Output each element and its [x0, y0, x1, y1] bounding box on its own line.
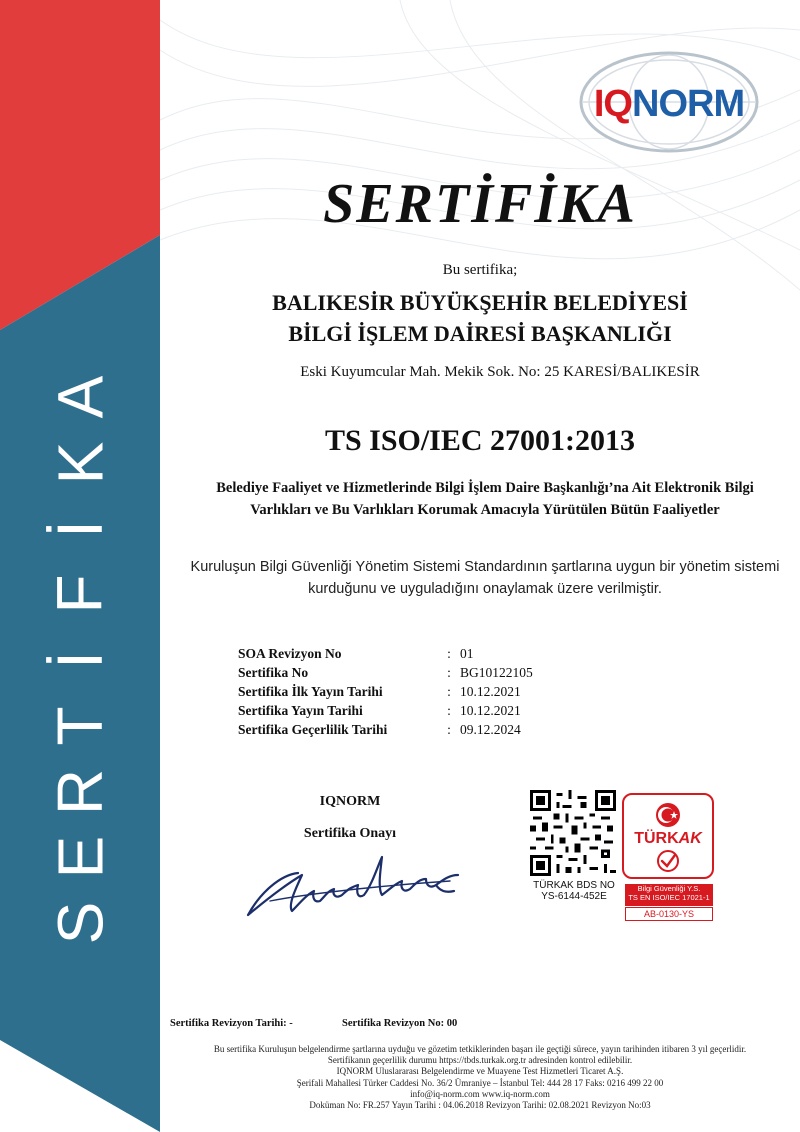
- footer-address: Şerifali Mahallesi Türker Caddesi No. 36/2 Ümraniye – İstanbul Tel: 444 28 17 Faks: 0216 499 22 00: [296, 1077, 664, 1088]
- turkak-logo: [624, 795, 712, 877]
- certificate-title: SERTİFİKA: [323, 173, 637, 235]
- scope-line-1: Belediye Faaliyet ve Hizmetlerinde Bilgi İşlem Daire Başkanlığı’na Ait Elektronik Bilgi: [216, 480, 754, 496]
- turkak-scope-line-1: Bilgi Güvenliği Y.S.: [637, 884, 701, 893]
- intro-text: Bu sertifika;: [442, 262, 518, 278]
- bds-label: TÜRKAK BDS NO: [533, 880, 615, 891]
- organization-line-2: BİLGİ İŞLEM DAİRESİ BAŞKANLIĞI: [288, 321, 672, 346]
- revision-number: Sertifika Revizyon No: 00: [342, 1018, 458, 1029]
- ribbon-letter: İ: [44, 651, 116, 669]
- approval-label: Sertifika Onayı: [303, 826, 397, 841]
- turkak-accreditation-code: AB-0130-YS: [625, 907, 713, 921]
- detail-label: Sertifika Geçerlilik Tarihi: [238, 721, 388, 737]
- turkak-accreditation-mark: [622, 793, 714, 879]
- svg-text:TÜRKAK: [634, 828, 703, 847]
- turkak-scope-line-2: TS EN ISO/IEC 17021-1: [628, 893, 710, 902]
- footer-validity-note: Bu sertifika Kuruluşun belgelendirme şartlarına uyduğu ve gözetim tetkiklerinden başarı ile geçtiği sürece, yayın tarihinden itibaren 3 yıl geçerlidir.: [213, 1044, 747, 1054]
- revision-date: Sertifika Revizyon Tarihi: -: [170, 1018, 293, 1029]
- svg-text:IQNORM: IQNORM: [593, 83, 745, 125]
- organization-name: [160, 287, 800, 349]
- footer-company-name: IQNORM Uluslararası Belgelendirme ve Muayene Test Hizmetleri Ticaret A.Ş.: [336, 1066, 624, 1077]
- ribbon-letter: A: [44, 375, 116, 419]
- certificate-details-table: [238, 644, 658, 739]
- organization-address: Eski Kuyumcular Mah. Mekik Sok. No: 25 KARESİ/BALIKESİR: [300, 364, 700, 380]
- scope-line-2: Varlıkları ve Bu Varlıkları Korumak Amacıyla Yürütülen Bütün Faaliyetler: [250, 502, 720, 518]
- detail-separator: :: [447, 721, 451, 737]
- detail-label: Sertifika İlk Yayın Tarihi: [238, 683, 383, 699]
- detail-label: SOA Revizyon No: [238, 645, 342, 661]
- detail-label: Sertifika Yayın Tarihi: [238, 702, 363, 718]
- detail-separator: :: [447, 664, 451, 680]
- statement-line-1: Kuruluşun Bilgi Güvenliği Yönetim Sistemi Standardının şartlarına uygun bir yönetim sistemi: [190, 559, 780, 575]
- ribbon-letter: F: [44, 574, 116, 614]
- standard-name: TS ISO/IEC 27001:2013: [324, 424, 636, 457]
- turkak-logo-text-1: TÜRK: [634, 830, 679, 847]
- qr-code: [530, 790, 616, 876]
- approval-organization: IQNORM: [319, 794, 381, 809]
- detail-value: 01: [460, 645, 474, 661]
- detail-separator: :: [447, 702, 451, 718]
- detail-value: 10.12.2021: [460, 683, 521, 699]
- detail-label: Sertifika No: [238, 664, 309, 680]
- detail-row: [238, 644, 658, 663]
- footer-contact: info@iq-norm.com www.iq-norm.com: [410, 1088, 550, 1099]
- footer-document-info: Doküman No: FR.257 Yayın Tarihi : 04.06.2018 Revizyon Tarihi: 02.08.2021 Revizyon No:03: [309, 1100, 651, 1111]
- ribbon-letter: İ: [44, 519, 116, 538]
- ribbon-vertical-text: [40, 365, 120, 955]
- iqnorm-logo: [578, 50, 760, 154]
- footer-verification-note: Sertifikanın geçerlilik durumu https://tbds.turkak.org.tr adresinden kontrol edilebilir.: [327, 1055, 633, 1066]
- bds-number: YS-6144-452E: [541, 891, 607, 902]
- organization-line-1: BALIKESİR BÜYÜKŞEHİR BELEDİYESİ: [272, 290, 688, 315]
- detail-row: [238, 701, 658, 720]
- qr-code-label: [518, 880, 630, 902]
- detail-value: 09.12.2024: [460, 721, 521, 737]
- detail-value: BG10122105: [460, 664, 533, 680]
- ribbon-letter: T: [44, 706, 116, 746]
- detail-row: [238, 663, 658, 682]
- ribbon-letter: E: [44, 835, 116, 879]
- detail-value: 10.12.2021: [460, 702, 521, 718]
- detail-row: [238, 682, 658, 701]
- detail-row: [238, 720, 658, 739]
- turkak-scope-band: [625, 884, 713, 906]
- certification-statement: [180, 556, 790, 600]
- certification-scope: [175, 477, 795, 521]
- turkak-logo-text-2: AK: [678, 830, 702, 847]
- ribbon-letter: R: [44, 768, 116, 815]
- footer: [165, 1044, 795, 1111]
- ribbon-letter: S: [44, 901, 116, 945]
- statement-line-2: kurduğunu ve uyguladığını onaylamak üzere verilmiştir.: [308, 581, 662, 597]
- handwritten-signature: [240, 845, 470, 925]
- detail-separator: :: [447, 683, 451, 699]
- detail-separator: :: [447, 645, 451, 661]
- ribbon-letter: K: [44, 441, 116, 485]
